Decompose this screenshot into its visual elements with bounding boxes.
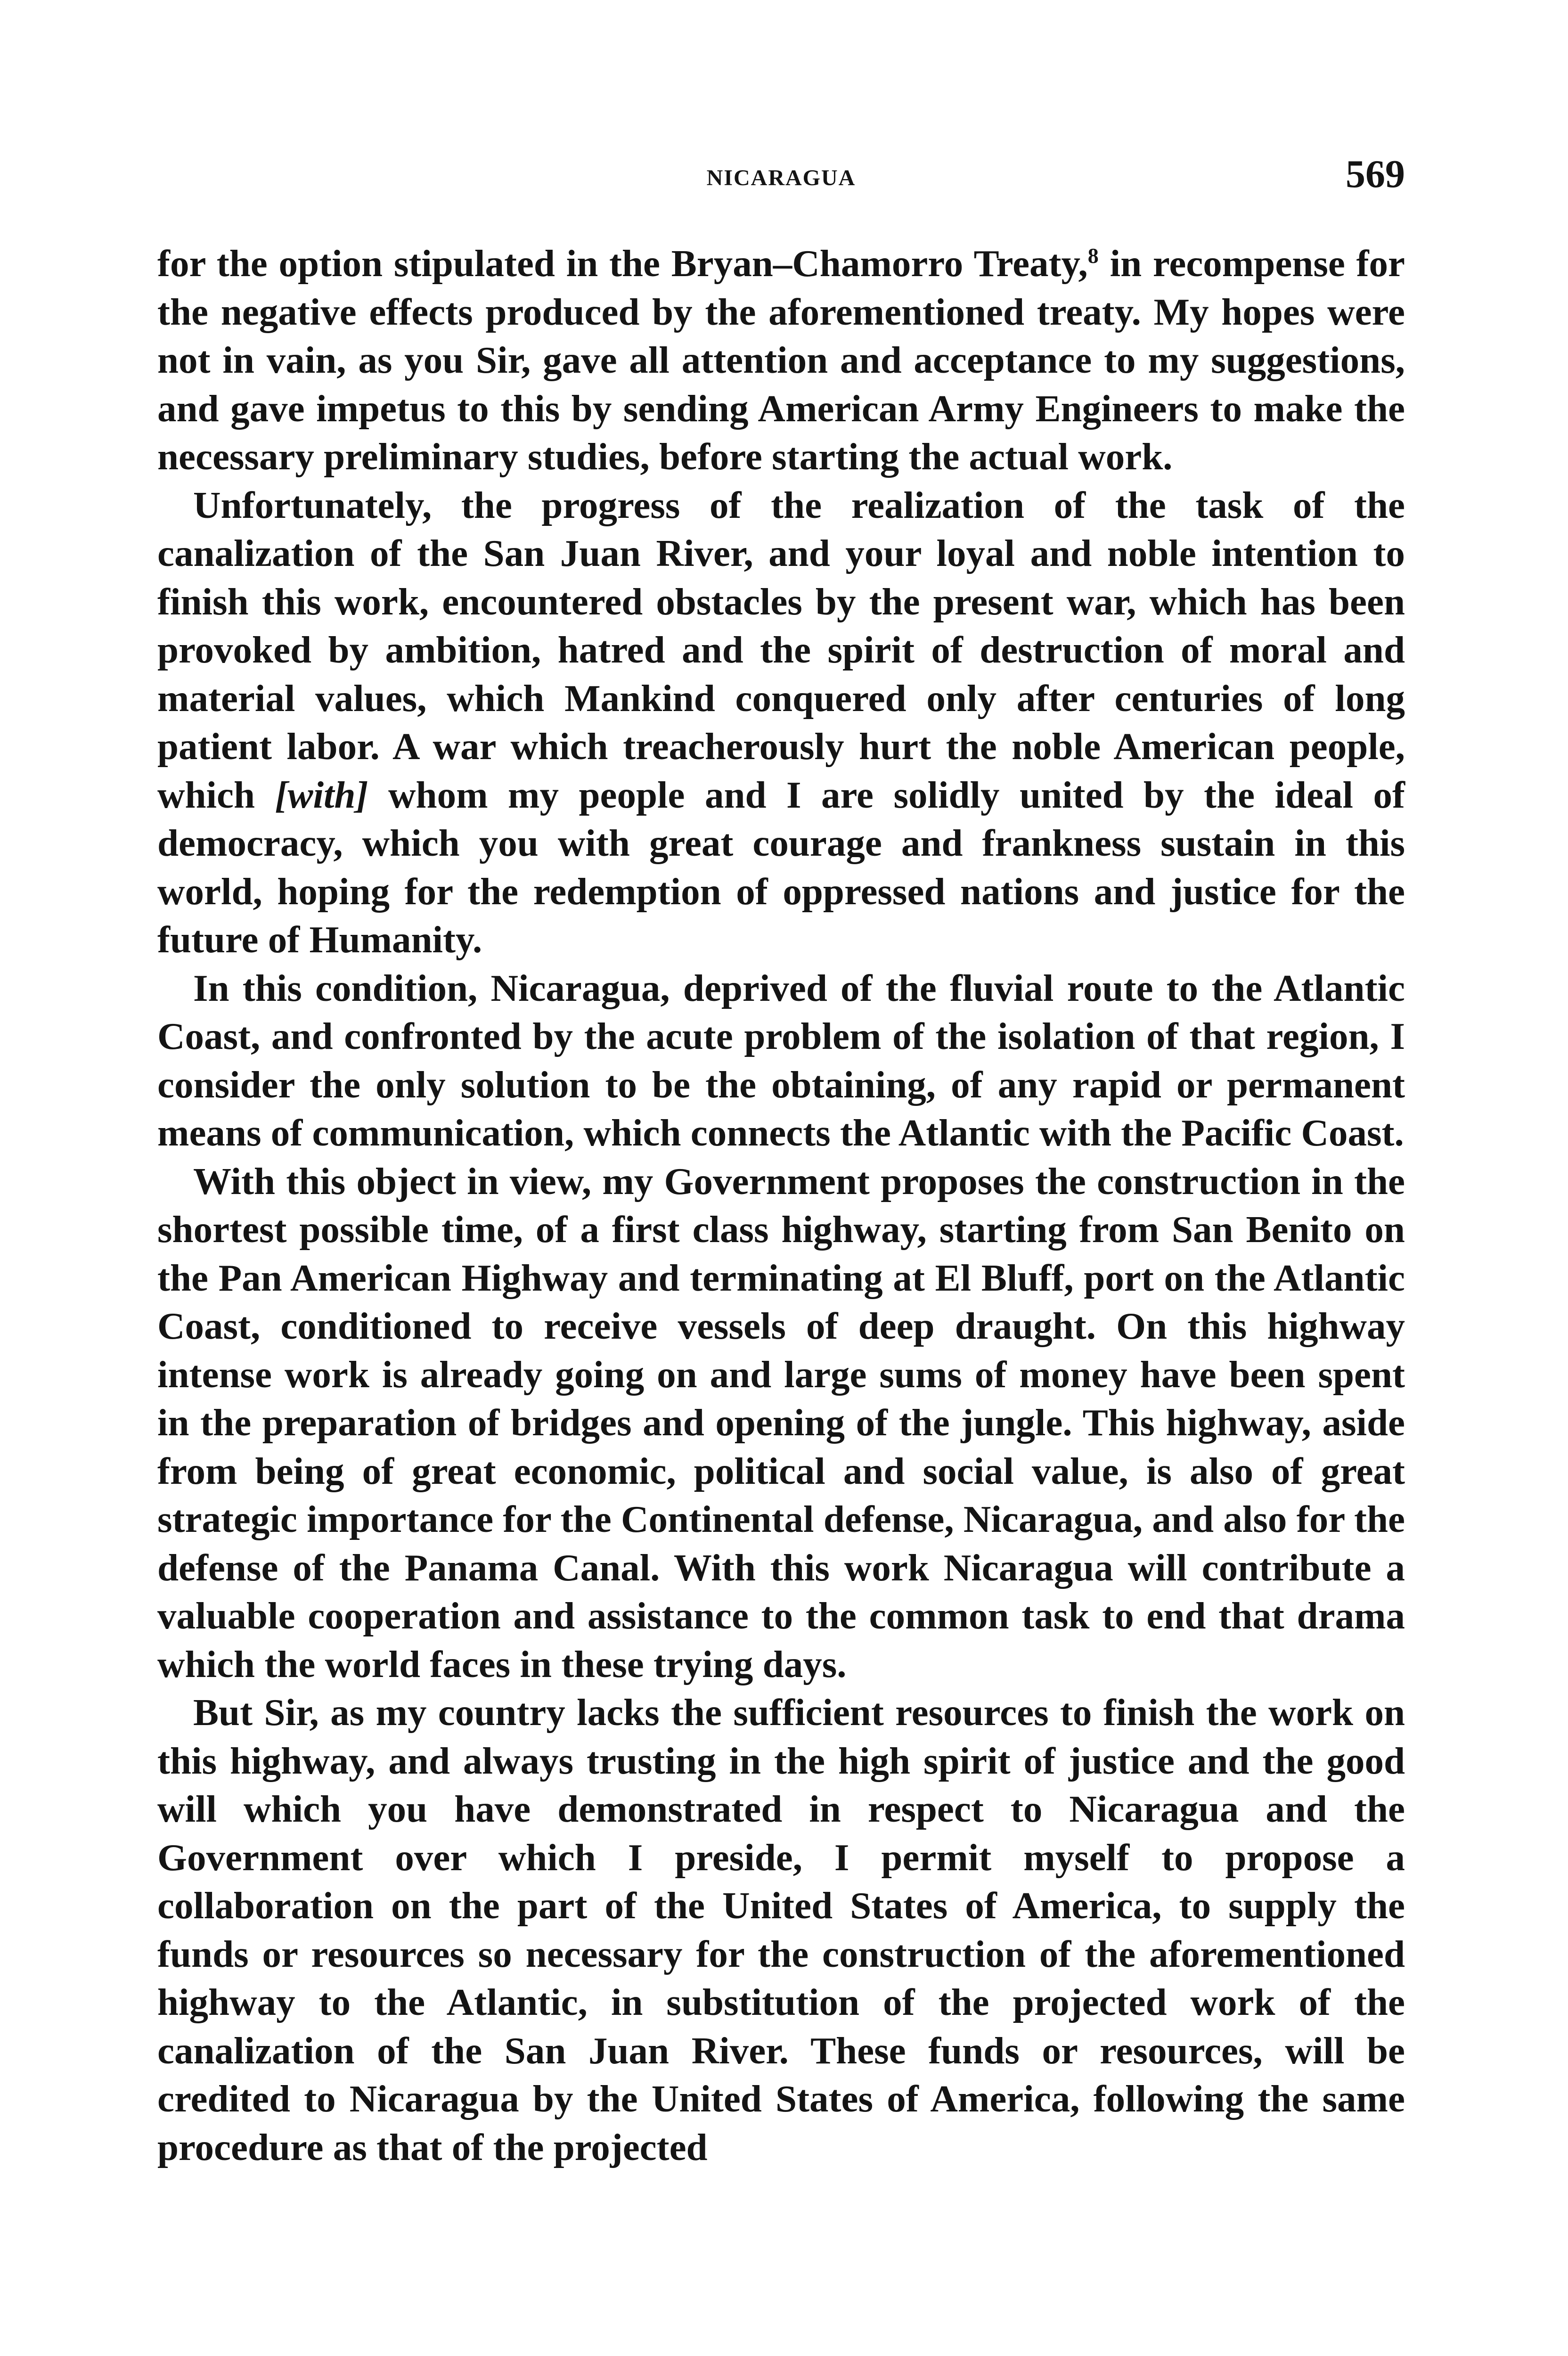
paragraph-2-text-before-bracket: Unfortunately, the progress of the realization of the task of the canalization of the San Juan River, and your loyal and noble intention to finish this work, encountered obstacles by the present war, which has been provoked by ambition, hatred and the spirit of destruction of moral and material values, which Mankind conquered only after centuries of long patient labor. A war which treacherously hurt the noble American people, which bbox=[157, 483, 1405, 816]
page-number: 569 bbox=[1346, 152, 1405, 196]
paragraph-1 bbox=[157, 239, 1405, 481]
letter-body bbox=[157, 239, 1405, 2171]
footnote-reference: 8 bbox=[1087, 244, 1099, 268]
paragraph-2 bbox=[157, 481, 1405, 964]
paragraph-5: But Sir, as my country lacks the sufficient resources to finish the work on this highway, and always trusting in the high spirit of justice and the good will which you have demonstrated in respect to Nicaragua and the Government over which I preside, I permit myself to propose a collaboration on the part of the United States of America, to supply the funds or resources so necessary for the construction of the aforementioned highway to the Atlantic, in substitution of the projected work of the canalization of the San Juan River. These funds or resources, will be credited to Nicaragua by the United States of America, following the same procedure as that of the projected bbox=[157, 1691, 1405, 2168]
paragraph-1-text-before-note: for the option stipulated in the Bryan–Chamorro Treaty, bbox=[157, 242, 1088, 285]
paragraph-3: In this condition, Nicaragua, deprived of the fluvial route to the Atlantic Coast, and confronted by the acute problem of the isolation of that region, I consider the only solution to be the obtaining, of any rapid or permanent means of communication, which connects the Atlantic with the Pacific Coast. bbox=[157, 966, 1405, 1154]
paragraph-2-text-after-bracket: whom my people and I are solidly united by the ideal of democracy, which you with great courage and frankness sustain in this world, hoping for the redemption of oppressed nations and justice for the future of Humanity. bbox=[157, 773, 1405, 961]
paragraph-4: With this object in view, my Government proposes the construction in the shortest possible time, of a first class highway, starting from San Benito on the Pan American Highway and terminating at El Bluff, port on the Atlantic Coast, conditioned to receive vessels of deep draught. On this highway intense work is already going on and large sums of money have been spent in the preparation of bridges and opening of the jungle. This highway, aside from being of great economic, political and social value, is also of great strategic importance for the Continental defense, Nicaragua, and also for the defense of the Panama Canal. With this work Nicaragua will contribute a valuable cooperation and assistance to the common task to end that drama which the world faces in these trying days. bbox=[157, 1160, 1405, 1685]
running-head: NICARAGUA bbox=[706, 165, 856, 190]
editorial-bracket-word: [with] bbox=[275, 773, 368, 816]
page-header bbox=[157, 151, 1405, 207]
paragraph-1-text-after-note: in recompense for the negative effects produced by the aforementioned treaty. My hopes were not in vain, as you Sir, gave all attention and acceptance to my suggestions, and gave impetus to this by sending American Army Engineers to make the necessary preliminary studies, before starting the actual work. bbox=[157, 242, 1405, 478]
